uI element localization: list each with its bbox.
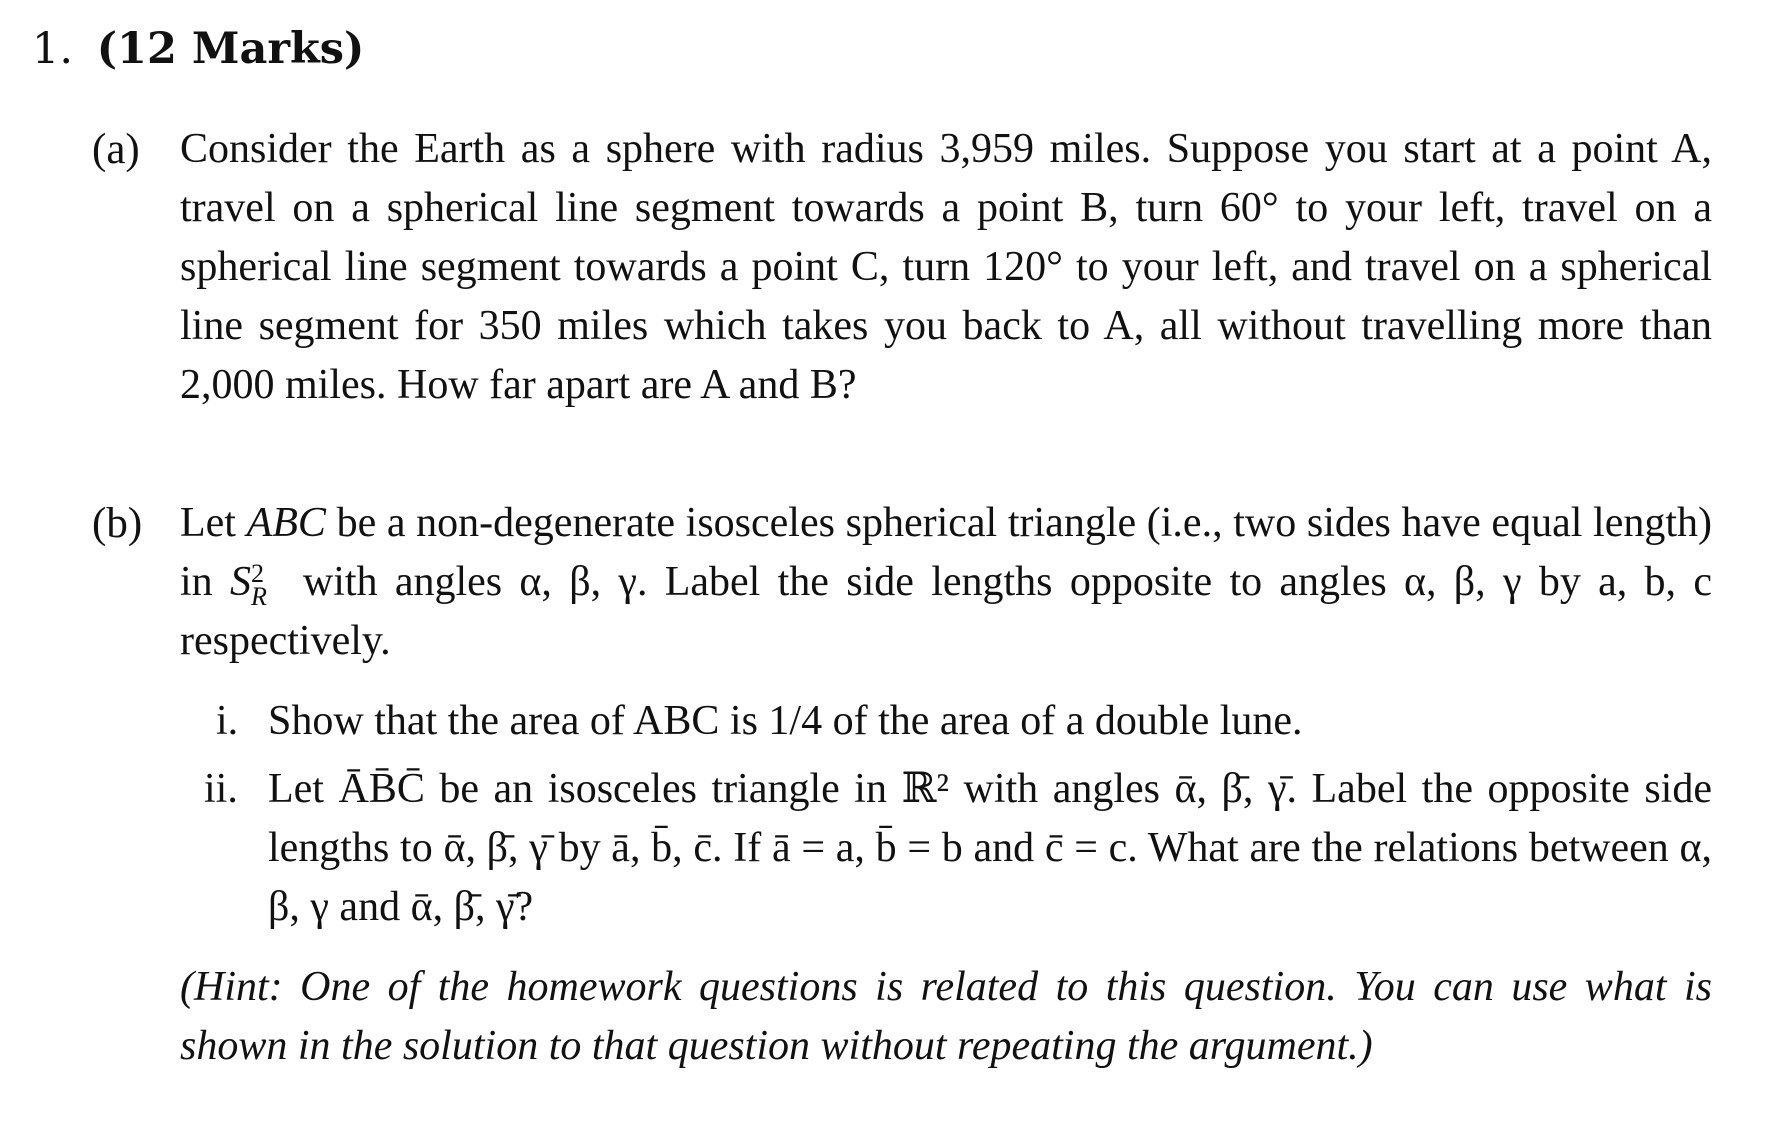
item-i-label: i. xyxy=(216,698,239,744)
question-marks: (12 Marks) xyxy=(96,24,365,74)
hint-text: (Hint: One of the homework questions is related to this question. You can use what is shown in the solution to that question without repeating the argument.) xyxy=(180,964,1712,1069)
part-a-text: Consider the Earth as a sphere with radius 3,959 miles. Suppose you start at a point A, travel on a spherical line segment towards a point B, turn 60° to your left, travel on a spherical line segment towards a point C, turn 120° to your left, and travel on a spherical line segment for 350 miles which takes you back to A, all without travelling more than 2,000 miles. How far apart are A and B? xyxy=(180,126,1712,408)
item-i-text: Show that the area of ABC is 1/4 of the area of a double lune. xyxy=(268,698,1303,744)
part-a-label: (a) xyxy=(92,126,140,173)
part-b-text: Let ABC be a non-degenerate isosceles spherical triangle (i.e., two sides have equal length) in S 2 R with angles α, β, γ. Label the side lengths opposite to angles α, β, γ by a, b, c respectively. xyxy=(180,500,1712,664)
triangle-abc: ABC xyxy=(246,500,326,546)
question-header xyxy=(32,18,364,80)
sphere-symbol: S 2 R xyxy=(229,558,267,612)
question-number: 1. xyxy=(32,24,74,74)
item-ii-label: ii. xyxy=(204,766,238,812)
item-ii-text: Let ĀB̄C̄ be an isosceles triangle in ℝ² with angles ᾱ, β̄, γ̄. Label the opposite side lengths to ᾱ, β̄, γ̄ by ā, b̄, c̄. If ā = a, b̄ = b and c̄ = c. What are the relations between α, β, γ and ᾱ, β̄, γ̄? xyxy=(268,766,1712,930)
part-b-label: (b) xyxy=(92,500,143,547)
